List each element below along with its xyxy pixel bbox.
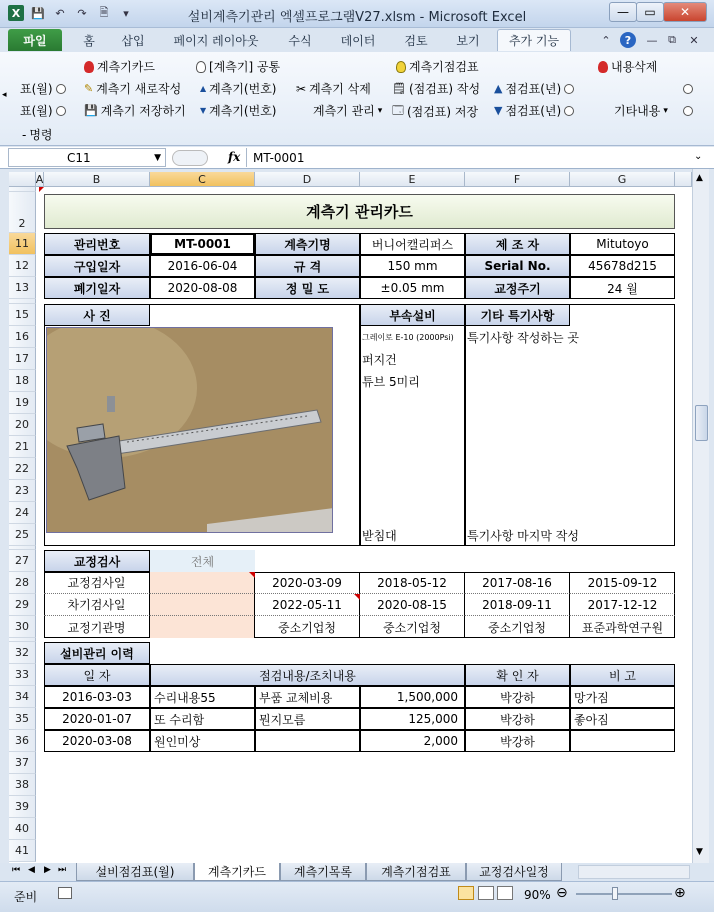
delete-contents-label: 내용삭제 — [611, 60, 658, 74]
chevron-down-icon: ▾ — [663, 105, 668, 116]
history-row-2-checker[interactable]: 박강하 — [465, 708, 570, 730]
arrow-up-icon: ▲ — [494, 82, 503, 95]
cal-row2-input[interactable] — [150, 594, 255, 616]
history-header-content: 점검내용/조치내용 — [150, 664, 465, 686]
label-mgmt-no: 관리번호 — [44, 233, 150, 255]
history-row-1-date[interactable]: 2016-03-03 — [44, 686, 150, 708]
row-header[interactable]: 17 — [9, 348, 36, 370]
checklist-save-icon: 🗔 — [392, 104, 404, 117]
delete-gauge-label: 계측기 삭제 — [309, 82, 371, 96]
cal-row2-label: 차기검사일 — [44, 594, 150, 616]
cal-row3-value-2[interactable]: 중소기업청 — [360, 616, 465, 638]
macro-record-icon[interactable] — [58, 887, 72, 899]
tab-file[interactable]: 파일 — [8, 29, 62, 51]
cal-row1-value-1[interactable]: 2020-03-09 — [255, 572, 360, 594]
cell-disposal[interactable]: 2020-08-08 — [150, 277, 255, 299]
column-header-b[interactable]: B — [44, 172, 150, 187]
workbook-close-icon[interactable]: ✕ — [689, 33, 699, 47]
radio-icon — [564, 106, 574, 116]
gauge-down-command[interactable] — [200, 102, 276, 119]
yearly-sheet-label-2: 점검표(년) — [505, 104, 562, 118]
help-icon[interactable]: ? — [620, 32, 636, 48]
save-icon: 💾 — [84, 104, 98, 117]
formula-bar — [0, 147, 714, 169]
tab-data[interactable]: 데이터 — [340, 33, 376, 48]
cell-precision[interactable]: ±0.05 mm — [360, 277, 465, 299]
chevron-down-icon: ▾ — [377, 105, 383, 116]
sheet-tab-calibration-schedule[interactable]: 교정검사일정 — [466, 863, 562, 881]
ribbon-minimize-icon[interactable]: ⌃ — [601, 33, 611, 47]
tab-add-ins[interactable]: 추가 기능 — [497, 29, 571, 51]
create-checklist-command[interactable] — [392, 80, 480, 97]
insert-function-icon[interactable]: fx — [228, 150, 241, 164]
workbook-restore-icon[interactable]: ⧉ — [668, 33, 676, 46]
cal-row2-value-4[interactable]: 2017-12-12 — [570, 594, 675, 616]
new-document-icon: ✎ — [84, 82, 94, 95]
row-header[interactable]: 19 — [9, 392, 36, 414]
print-preview-icon[interactable]: 🗎 — [99, 5, 109, 19]
zoom-level[interactable]: 90% — [524, 888, 551, 902]
page-layout-view-icon[interactable] — [478, 886, 494, 900]
cal-row3-input[interactable] — [150, 616, 255, 638]
yearly-sheet-radio-2[interactable] — [494, 102, 574, 119]
label-maker: 제 조 자 — [465, 233, 570, 255]
checklist-create-icon: 🗒 — [392, 82, 406, 95]
normal-view-icon[interactable] — [458, 886, 474, 900]
row-header[interactable]: 36 — [9, 730, 36, 752]
card-title — [44, 194, 675, 229]
maximize-button[interactable]: ▭ — [636, 2, 664, 22]
common-command[interactable] — [196, 58, 280, 75]
row-header[interactable]: 34 — [9, 686, 36, 708]
ribbon-scroll-left-icon[interactable]: ◂ — [2, 90, 7, 100]
delete-contents-command[interactable] — [598, 58, 657, 75]
cell-maker[interactable]: Mitutoyo — [570, 233, 675, 255]
function-cancel-icon[interactable] — [172, 150, 208, 166]
red-bulb-icon — [598, 61, 608, 73]
checklist-command-label: 계측기점검표 — [409, 60, 479, 74]
close-button[interactable]: ✕ — [663, 2, 707, 22]
history-row-1-amount[interactable]: 1,500,000 — [360, 686, 465, 708]
comment-indicator-icon[interactable] — [39, 187, 44, 192]
horizontal-scrollbar[interactable] — [578, 865, 690, 879]
card-command-label: 계측기카드 — [97, 60, 155, 74]
cal-row1-label: 교정검사일 — [44, 572, 150, 594]
row-header[interactable]: 22 — [9, 458, 36, 480]
history-row-3-date[interactable]: 2020-03-08 — [44, 730, 150, 752]
label-disposal: 폐기일자 — [44, 277, 150, 299]
label-notes: 기타 특기사항 — [465, 304, 570, 326]
accessory-item-1[interactable]: 그레이로 E-10 (2000Psi) — [362, 332, 454, 342]
minimize-button[interactable]: — — [609, 2, 637, 22]
card-command[interactable] — [84, 58, 155, 75]
history-row-1-detail[interactable]: 부품 교체비용 — [255, 686, 360, 708]
zoom-slider[interactable] — [576, 893, 672, 895]
cell-spec[interactable]: 150 mm — [360, 255, 465, 277]
commands-group-text: 명령 — [29, 128, 53, 142]
history-row-2-amount[interactable]: 125,000 — [360, 708, 465, 730]
notes-last[interactable]: 특기사항 마지막 작성 — [467, 528, 579, 543]
arrow-down-icon: ▼ — [494, 104, 503, 117]
cal-row3-value-1[interactable]: 중소기업청 — [255, 616, 360, 638]
accessory-item-2[interactable]: 퍼지건 — [362, 352, 397, 367]
status-bar — [0, 881, 714, 912]
history-row-3-remark[interactable] — [570, 730, 675, 752]
history-row-3-detail[interactable] — [255, 730, 360, 752]
history-row-2-remark[interactable]: 좋아짐 — [570, 708, 675, 730]
history-header-date: 일 자 — [44, 664, 150, 686]
save-icon[interactable]: 💾 — [31, 6, 45, 20]
calibration-filter[interactable]: 전체 — [150, 550, 255, 572]
name-box-value: C11 — [67, 150, 91, 165]
comment-indicator-icon[interactable] — [249, 572, 255, 578]
save-checklist-label: (점검표) 저장 — [406, 105, 479, 119]
gauge-up-label: 계측기(번호) — [209, 82, 277, 96]
row-header[interactable]: 27 — [9, 550, 36, 572]
customize-toolbar-icon[interactable]: ▾ — [123, 6, 129, 20]
row-header[interactable]: 25 — [9, 524, 36, 546]
column-header-c[interactable]: C — [150, 172, 255, 187]
row-header[interactable]: 12 — [9, 255, 36, 277]
gauge-manage-label: 계측기 관리 — [313, 104, 375, 118]
radio-icon[interactable] — [683, 84, 693, 94]
label-cycle: 교정주기 — [465, 277, 570, 299]
history-row-3-checker[interactable]: 박강하 — [465, 730, 570, 752]
history-row-2-content[interactable]: 또 수리함 — [150, 708, 255, 730]
column-header-e[interactable]: E — [360, 172, 465, 187]
caliper-photo[interactable] — [46, 327, 333, 533]
select-all-corner[interactable] — [9, 172, 36, 187]
next-sheet-icon[interactable]: ▶ — [44, 865, 51, 875]
row-header[interactable]: 2 — [9, 192, 36, 233]
chevron-down-icon: ▼ — [154, 152, 161, 163]
tab-view[interactable]: 보기 — [456, 33, 480, 48]
accessory-item-3[interactable]: 튜브 5미리 — [362, 374, 420, 389]
redo-icon[interactable]: ↷ — [77, 6, 87, 20]
history-row-1-remark[interactable]: 망가짐 — [570, 686, 675, 708]
history-row-3-amount[interactable]: 2,000 — [360, 730, 465, 752]
undo-icon[interactable]: ↶ — [55, 6, 65, 20]
row-header[interactable]: 28 — [9, 572, 36, 594]
new-gauge-label: 계측기 새로작성 — [96, 82, 182, 96]
tab-home[interactable]: 홈 — [83, 33, 95, 48]
history-row-2-date[interactable]: 2020-01-07 — [44, 708, 150, 730]
column-header-filler — [675, 172, 692, 187]
cell-name[interactable]: 버니어캘리퍼스 — [360, 233, 465, 255]
column-header-a[interactable]: A — [35, 172, 44, 186]
row-header[interactable]: 38 — [9, 774, 36, 796]
tab-review[interactable]: 검토 — [404, 33, 428, 48]
label-accessory: 부속설비 — [360, 304, 465, 326]
cal-row2-value-1[interactable]: 2022-05-11 — [255, 594, 360, 616]
history-row-2-detail[interactable]: 뭔지모름 — [255, 708, 360, 730]
zoom-out-icon[interactable]: ⊖ — [556, 885, 568, 901]
formula-input[interactable] — [246, 148, 692, 167]
sheet-tab-gauge-checklist[interactable]: 계측기점검표 — [366, 863, 466, 881]
accessory-item-last[interactable]: 받침대 — [362, 528, 397, 543]
gauge-down-label: 계측기(번호) — [209, 104, 277, 118]
history-header-remark: 비 고 — [570, 664, 675, 686]
label-photo: 사 진 — [44, 304, 150, 326]
cell-cycle[interactable]: 24 월 — [570, 277, 675, 299]
row-header[interactable]: 37 — [9, 752, 36, 774]
last-sheet-icon[interactable]: ⏭ — [58, 865, 67, 875]
notes-first[interactable]: 특기사항 작성하는 곳 — [467, 330, 579, 345]
new-gauge-command[interactable] — [84, 80, 181, 97]
expand-formula-bar-icon[interactable]: ⌄ — [694, 151, 703, 162]
gauge-manage-dropdown[interactable] — [313, 102, 382, 119]
row-header[interactable]: 20 — [9, 414, 36, 436]
monthly-sheet-label-2: 표(월) — [20, 104, 53, 118]
label-serial: Serial No. — [465, 255, 570, 277]
sheet-tab-bar — [0, 863, 714, 881]
cell-serial[interactable]: 45678d215 — [570, 255, 675, 277]
cal-row2-value-3[interactable]: 2018-09-11 — [465, 594, 570, 616]
gauge-up-command[interactable] — [200, 80, 276, 97]
row-header[interactable]: 15 — [9, 304, 36, 326]
create-checklist-label: (점검표) 작성 — [408, 82, 481, 96]
cal-row3-value-4[interactable]: 표준과학연구원 — [581, 620, 664, 635]
formula-value: MT-0001 — [253, 150, 305, 165]
radio-icon — [564, 84, 574, 94]
cal-row1-value-3[interactable]: 2017-08-16 — [465, 572, 570, 594]
cell-mgmt-no[interactable]: MT-0001 — [150, 233, 255, 255]
row-header[interactable]: 35 — [9, 708, 36, 730]
first-sheet-icon[interactable]: ⏮ — [12, 865, 21, 875]
row-header[interactable]: 30 — [9, 616, 36, 638]
history-header-checker: 확 인 자 — [465, 664, 570, 686]
cal-row3-value-3[interactable]: 중소기업청 — [465, 616, 570, 638]
row-header[interactable]: 13 — [9, 277, 36, 299]
radio-icon[interactable] — [683, 106, 693, 116]
monthly-sheet-label-1: 표(월) — [20, 82, 53, 96]
cal-row1-input[interactable] — [150, 572, 255, 594]
cal-row2-value-2[interactable]: 2020-08-15 — [360, 594, 465, 616]
monthly-sheet-radio-2[interactable] — [20, 102, 66, 119]
sheet-tab-gauge-list[interactable]: 계측기목록 — [280, 863, 366, 881]
tab-formulas[interactable]: 수식 — [288, 33, 312, 48]
worksheet-grid[interactable] — [9, 172, 692, 863]
radio-icon — [56, 106, 66, 116]
save-gauge-command[interactable] — [84, 102, 186, 119]
row-header[interactable]: 32 — [9, 642, 36, 664]
scroll-up-icon[interactable]: ▲ — [696, 173, 703, 183]
yearly-sheet-radio-1[interactable] — [494, 80, 574, 97]
label-history: 설비관리 이력 — [44, 642, 150, 664]
excel-icon[interactable]: X — [8, 5, 24, 21]
card-title-text: 계측기 관리카드 — [306, 203, 413, 221]
radio-icon — [56, 84, 66, 94]
column-header-d[interactable]: D — [255, 172, 360, 187]
comment-indicator-icon[interactable] — [354, 594, 360, 600]
yellow-bulb-icon — [396, 61, 406, 73]
common-command-label: [계측기] 공통 — [209, 60, 281, 74]
row-header[interactable]: 29 — [9, 594, 36, 616]
other-contents-label: 기타내용 — [614, 104, 661, 118]
other-contents-dropdown[interactable] — [614, 102, 668, 119]
status-ready: 준비 — [14, 890, 38, 904]
zoom-in-icon[interactable]: ⊕ — [674, 885, 686, 901]
vertical-scrollbar[interactable] — [692, 169, 709, 863]
cal-row3-label: 교정기관명 — [44, 616, 150, 638]
sheet-tab-gauge-card[interactable]: 계측기카드 — [194, 863, 280, 881]
tab-insert[interactable]: 삽입 — [121, 33, 145, 48]
cal-row1-value-4[interactable]: 2015-09-12 — [570, 572, 675, 594]
ribbon-body — [0, 52, 714, 146]
checklist-command[interactable] — [396, 58, 479, 75]
row-header[interactable]: 18 — [9, 370, 36, 392]
scroll-down-icon[interactable]: ▼ — [696, 847, 703, 857]
label-name: 계측기명 — [255, 233, 360, 255]
row-header[interactable]: 21 — [9, 436, 36, 458]
arrow-down-small-icon: ▼ — [200, 106, 207, 115]
label-precision: 정 밀 도 — [255, 277, 360, 299]
row-header[interactable]: 40 — [9, 818, 36, 840]
workbook-minimize-icon[interactable]: — — [646, 33, 658, 47]
row-header[interactable]: 16 — [9, 326, 36, 348]
commands-group-label — [22, 126, 53, 143]
history-row-3-content[interactable]: 원인미상 — [150, 730, 255, 752]
row-header[interactable]: 23 — [9, 480, 36, 502]
row-header[interactable]: 41 — [9, 840, 36, 862]
sheet-tab-monthly-check[interactable]: 설비점검표(월) — [76, 863, 194, 881]
scissors-icon: ✂ — [296, 81, 307, 96]
red-bulb-icon — [84, 61, 94, 73]
save-gauge-label: 계측기 저장하기 — [100, 104, 186, 118]
group-separator-icon: - — [22, 127, 27, 142]
title-bar — [0, 0, 714, 28]
row-header[interactable]: 33 — [9, 664, 36, 686]
tab-page-layout[interactable]: 페이지 레이아웃 — [173, 33, 259, 48]
cal-row1-value-2[interactable]: 2018-05-12 — [360, 572, 465, 594]
prev-sheet-icon[interactable]: ◀ — [28, 865, 35, 875]
name-box[interactable] — [8, 148, 166, 167]
window-title: 설비계측기관리 엑셀프로그램V27.xlsm - Microsoft Excel — [187, 10, 527, 25]
row-header[interactable]: 39 — [9, 796, 36, 818]
arrow-up-small-icon: ▲ — [200, 84, 207, 93]
ribbon-tab-row — [0, 28, 714, 52]
save-checklist-command[interactable] — [392, 102, 478, 121]
idea-bulb-icon — [196, 61, 206, 73]
delete-gauge-command[interactable] — [296, 80, 371, 97]
history-row-1-checker[interactable]: 박강하 — [465, 686, 570, 708]
monthly-sheet-radio-1[interactable] — [20, 80, 66, 97]
label-spec: 규 격 — [255, 255, 360, 277]
yearly-sheet-label-1: 점검표(년) — [505, 82, 562, 96]
scroll-thumb[interactable] — [695, 405, 708, 441]
zoom-slider-thumb[interactable] — [612, 887, 618, 900]
row-header[interactable]: 11 — [9, 233, 36, 255]
cell-purchase[interactable]: 2016-06-04 — [150, 255, 255, 277]
column-header-g[interactable]: G — [570, 172, 675, 187]
label-calibration: 교정검사 — [44, 550, 150, 572]
label-purchase: 구입일자 — [44, 255, 150, 277]
caliper-image — [47, 328, 333, 533]
column-header-f[interactable]: F — [465, 172, 570, 187]
page-break-view-icon[interactable] — [497, 886, 513, 900]
history-row-1-content[interactable]: 수리내용55 — [150, 686, 255, 708]
row-header[interactable]: 24 — [9, 502, 36, 524]
